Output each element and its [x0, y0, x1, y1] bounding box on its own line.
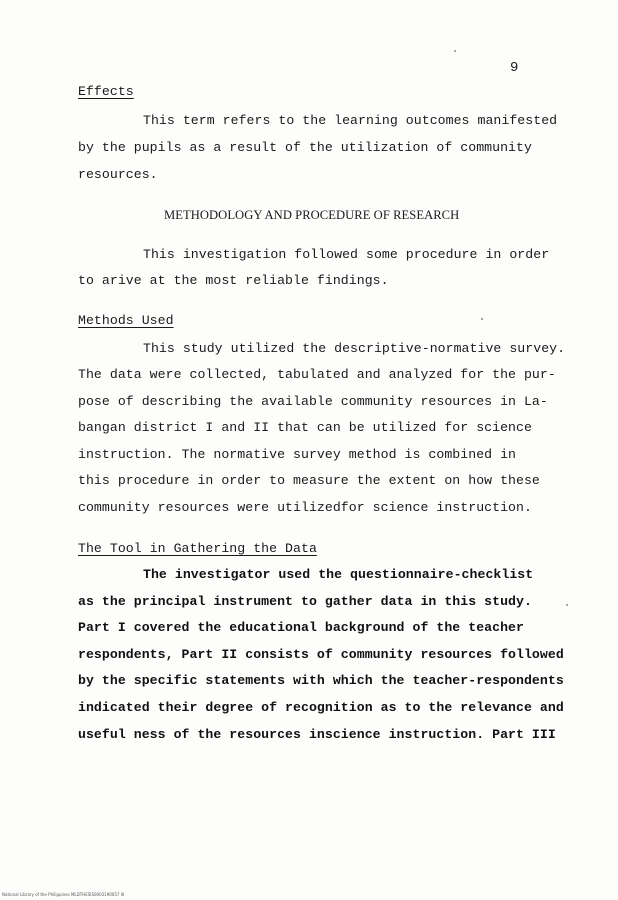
tool-line-4: respondents, Part II consists of community resources followed [78, 647, 564, 662]
scan-speck [566, 604, 568, 606]
page-number: 9 [510, 60, 519, 76]
tool-line-3: Part I covered the educational background of the teacher [78, 620, 524, 635]
methodology-title: METHODOLOGY AND PROCEDURE OF RESEARCH [164, 208, 460, 222]
tool-heading: The Tool in Gathering the Data [78, 541, 317, 556]
methods-line-7: community resources were utilizedfor science instruction. [78, 500, 532, 515]
effects-heading: Effects [78, 84, 134, 99]
tool-line-6: indicated their degree of recognition as to the relevance and [78, 700, 564, 715]
effects-line-1: This term refers to the learning outcomes manifested [143, 113, 558, 128]
methods-line-1: This study utilized the descriptive-normative survey. [143, 341, 566, 356]
methodology-line-2: to arive at the most reliable findings. [78, 273, 389, 288]
methods-line-6: this procedure in order to measure the extent on how these [78, 473, 540, 488]
tool-line-7: useful ness of the resources inscience instruction. Part III [78, 727, 556, 742]
tool-line-1: The investigator used the questionnaire-checklist [143, 567, 534, 582]
tool-line-2: as the principal instrument to gather data in this study. [78, 594, 532, 609]
methods-line-5: instruction. The normative survey method is combined in [78, 447, 517, 462]
methods-line-4: bangan district I and II that can be utilized for science [78, 420, 532, 435]
scan-speck [454, 50, 456, 52]
methods-line-2: The data were collected, tabulated and analyzed for the pur- [78, 367, 556, 382]
effects-line-3: resources. [78, 167, 158, 182]
scan-speck [481, 318, 483, 320]
scan-footer: National Library of the Philippines MLDTHESIS0003190057 III [2, 892, 125, 897]
effects-line-2: by the pupils as a result of the utilization of community [78, 140, 532, 155]
methodology-line-1: This investigation followed some procedure in order [143, 247, 550, 262]
methods-line-3: pose of describing the available community resources in La- [78, 394, 548, 409]
tool-line-5: by the specific statements with which the teacher-respondents [78, 673, 564, 688]
methods-used-heading: Methods Used [78, 313, 174, 328]
